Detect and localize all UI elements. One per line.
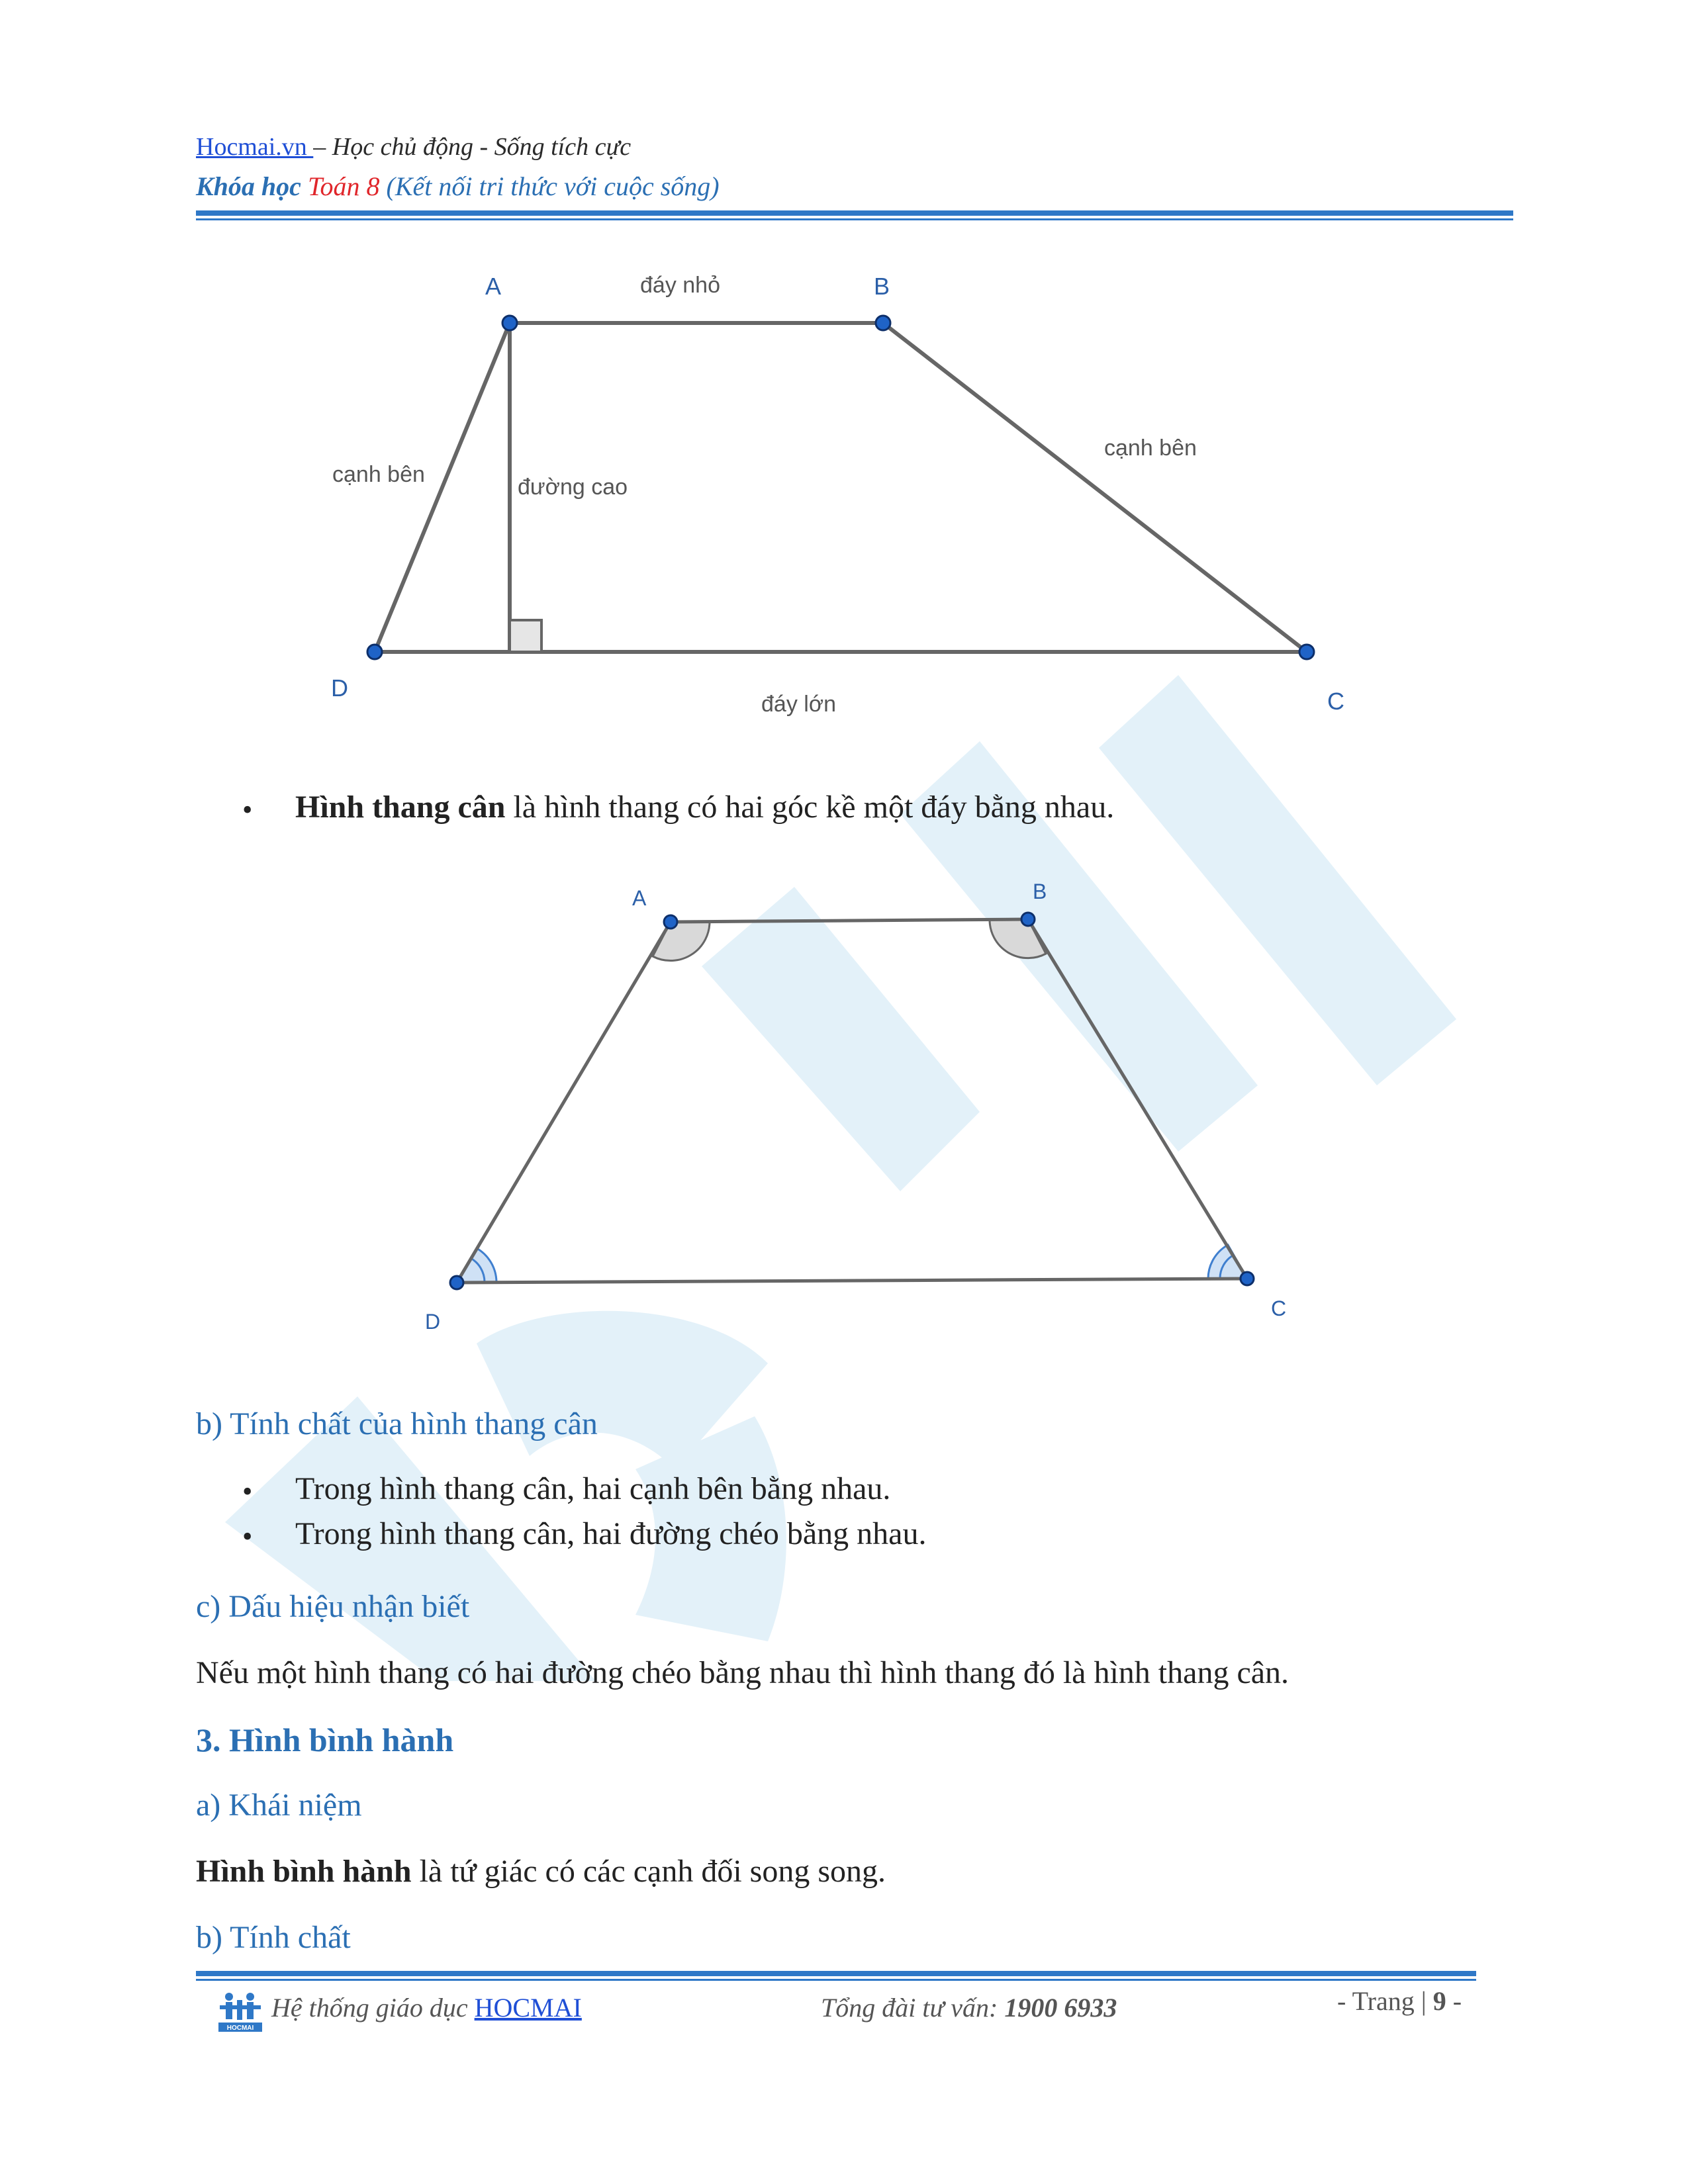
angle-mark-b [990,919,1046,958]
course-prefix: Khóa học [196,171,308,201]
bullet-dot: • [242,1520,253,1553]
footer-system [271,1992,582,2023]
bullet-dot: • [242,1475,253,1508]
edge-bc [883,323,1307,652]
section-3b-heading: b) Tính chất [196,1920,351,1955]
point2-b [1021,913,1035,926]
footer-rule-thin [196,1979,1476,1981]
point2-c [1241,1272,1254,1285]
label-b: B [874,273,890,300]
point-c [1299,645,1314,659]
label2-a: A [632,886,647,910]
edge2-cd [457,1279,1247,1283]
footer-rule [196,1971,1476,1976]
hotline-number: 1900 6933 [1004,1993,1117,2023]
logo-caption: HOCMAI [226,2025,254,2032]
point2-d [450,1276,463,1289]
edge-da [375,323,510,652]
bullet-dot: • [242,794,253,826]
site-link[interactable]: Hocmai.vn [196,133,314,161]
hotline-label: Tổng đài tư vấn: [821,1993,1005,2023]
label-top-base: đáy nhỏ [640,273,720,298]
page-number: 9 [1432,1986,1446,2016]
course-series: (Kết nối tri thức với cuộc sống) [379,171,720,201]
section-c-text: Nếu một hình thang có hai đường chéo bằng nhau thì hình thang đó là hình thang cân. [196,1655,1289,1690]
footer-hotline [821,1992,1117,2023]
edge2-ab [671,919,1028,922]
trapezoid-figure [0,0,1688,761]
section-3-heading: 3. Hình bình hành [196,1721,454,1758]
isosceles-trapezoid-figure [0,860,1688,1350]
label-d: D [331,674,348,702]
label-height: đường cao [518,475,628,500]
course-subject: Toán 8 [307,171,380,201]
property-item-2: Trong hình thang cân, hai đường chéo bằng nhau. [295,1516,927,1551]
point-b [876,316,890,330]
point2-a [664,915,677,929]
footer-system-text: Hệ thống giáo dục [271,1993,475,2023]
slogan: – Học chủ động - Sống tích cực [313,133,632,161]
label-c: C [1327,688,1344,715]
edge2-da [457,922,671,1283]
property-item-1: Trong hình thang cân, hai cạnh bên bằng nhau. [295,1471,891,1506]
section-c-heading: c) Dấu hiệu nhận biết [196,1589,470,1624]
right-angle-marker [510,620,541,652]
label-right-leg: cạnh bên [1104,435,1197,461]
hocmai-logo-icon [217,1991,263,2033]
edge2-bc [1028,919,1247,1279]
isosceles-def-rest: là hình thang có hai góc kề một đáy bằng nhau. [505,790,1115,825]
label2-c: C [1271,1297,1287,1320]
parallelogram-def-rest: là tứ giác có các cạnh đối song song. [411,1854,886,1889]
label2-b: B [1033,880,1047,903]
isosceles-term: Hình thang cân [295,790,506,825]
label-a: A [485,273,502,300]
footer-hocmai-link[interactable]: HOCMAI [474,1993,582,2023]
angle-mark-d [457,1248,496,1283]
page-suffix: - [1446,1986,1462,2016]
label-left-leg: cạnh bên [332,462,425,487]
page-number-block [1337,1985,1462,2017]
isosceles-definition [295,789,1114,825]
page-prefix: - Trang | [1337,1986,1433,2016]
parallelogram-term: Hình bình hành [196,1854,412,1889]
point-a [502,316,517,330]
section-3a-heading: a) Khái niệm [196,1788,362,1823]
label-bottom-base: đáy lớn [761,692,837,717]
point-d [367,645,382,659]
section-b-heading: b) Tính chất của hình thang cân [196,1406,598,1441]
parallelogram-definition [196,1853,886,1889]
label2-d: D [425,1310,441,1334]
angle-mark-a [653,921,710,961]
